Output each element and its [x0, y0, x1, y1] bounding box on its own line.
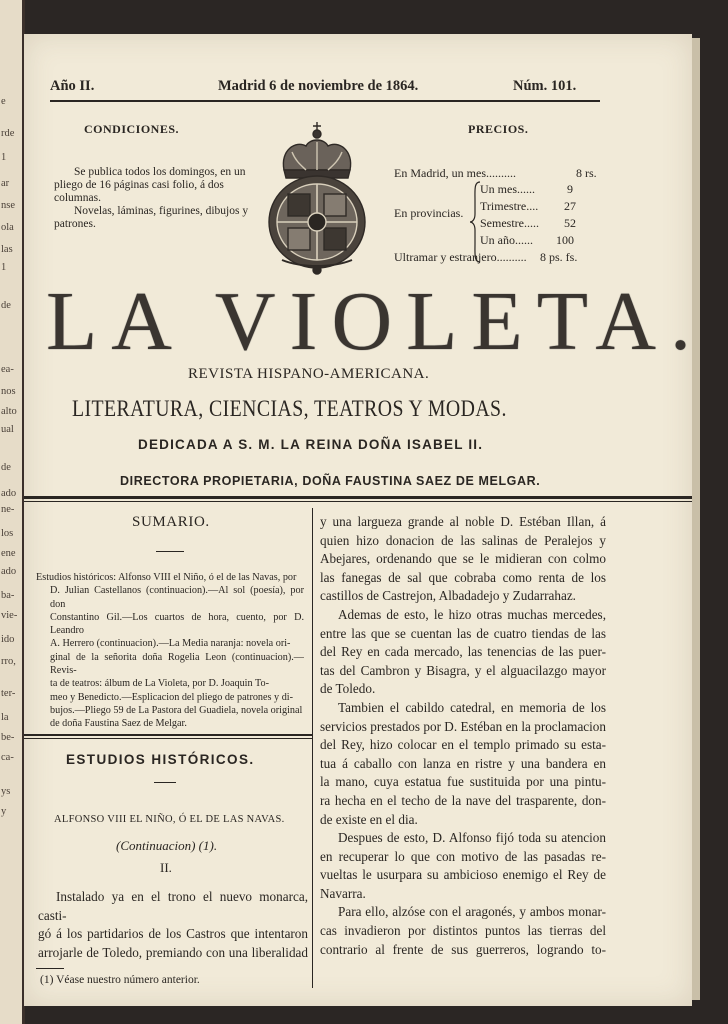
text-line: arrojarle de Toledo, premiando con una liberalidad [38, 944, 308, 960]
margin-fragment: de [1, 462, 11, 473]
section-rule [154, 782, 176, 783]
margin-fragment: ne- [1, 504, 15, 515]
margin-fragment: ter- [1, 688, 16, 699]
margin-fragment: las [1, 244, 13, 255]
prices-title: PRECIOS. [468, 122, 529, 136]
conditions-text [54, 166, 269, 231]
text-line: Despues de esto, D. Alfonso fijó toda su atencion [338, 830, 606, 846]
article-left-paragraph [38, 888, 308, 962]
price-prov-label: Un año...... [480, 233, 533, 247]
margin-fragment: nse [1, 200, 15, 211]
text-line: de Toledo. [320, 681, 376, 697]
conditions-line: Se publica todos los domingos, en un [74, 166, 246, 178]
sumario-line: ta de teatros: álbum de La Violeta, por D. Joaquin To- [50, 678, 269, 690]
text-line: y una largueza grande al noble D. Estéban Illan, á [320, 514, 606, 529]
text-line: castillos de Castrejon, Albadadejo y Zudarrahaz. [320, 588, 576, 604]
text-line: las fanegas de sal que cobraba como renta de los [320, 569, 606, 585]
text-line: Para ello, alzóse con el aragonés, y ambos monar- [338, 904, 606, 920]
price-prov-label: Semestre..... [480, 216, 539, 230]
text-line: entre las que se cuentan las de cuatro tiendas de las [320, 625, 606, 641]
text-line: gó á los partidarios de los Castros que intentaron [38, 926, 308, 942]
text-line: quien hizo donacion de las salinas de Peralejos y [320, 532, 606, 548]
text-line: servicios prestados por D. Estéban en la proclamacion [320, 718, 606, 734]
margin-fragment: ido [1, 634, 15, 645]
margin-fragment: nos [1, 386, 16, 397]
conditions-line: patrones. [54, 218, 96, 230]
margin-fragment: ba- [1, 590, 15, 601]
masthead-subtitle: REVISTA HISPANO-AMERICANA. [188, 366, 430, 382]
previous-page-strip [0, 0, 25, 1024]
header-rule [50, 100, 600, 102]
section-title: ESTUDIOS HISTÓRICOS. [66, 752, 255, 767]
margin-fragment: ar [1, 178, 10, 189]
article-continuation: (Continuacion) (1). [116, 838, 218, 853]
sumario-line: Estudios históricos: Alfonso VIII el Niño, ó el de las Navas, por [36, 572, 297, 583]
text-line: en recuperar lo que con motivo de las pasadas re- [320, 848, 606, 864]
text-line: tas del Cambron y Bisagra, y el alguacilazgo mayor [320, 662, 606, 678]
margin-fragment: ene [1, 548, 16, 559]
masthead-rule [24, 496, 692, 499]
margin-fragment: be- [1, 732, 15, 743]
price-madrid: En Madrid, un mes.......... [394, 166, 516, 180]
issue-year: Año II. [50, 78, 95, 94]
article-paragraph [320, 513, 606, 606]
text-line: Tambien el cabildo catedral, en memoria de los [338, 699, 606, 715]
masthead-title: LA VIOLETA. [46, 275, 705, 368]
price-provinces-label: En provincias. [394, 206, 464, 220]
text-line: ra hecha en el techo de la nave del trasparente, don- [320, 792, 606, 808]
masthead-director: DIRECTORA PROPIETARIA, DOÑA FAUSTINA SAEZ DE MELGAR. [120, 474, 541, 488]
text-line: la mano, cuya estatua fue sustituida por una pintu- [320, 774, 606, 790]
sumario-rule [156, 551, 184, 552]
margin-fragment: ado [1, 488, 17, 499]
article-right-column [320, 513, 606, 959]
text-line: contrario al frente de sus guerreros, logrando to- [320, 941, 606, 957]
sumario-line: de doña Faustina Saez de Melgar. [50, 718, 187, 730]
sumario-line: meo y Benedicto.—Esplicacion del pliego de patrones y di- [50, 691, 294, 703]
footnote-rule [36, 968, 64, 969]
text-line: Abejares, ordenando que se le midieran con colmo [320, 551, 606, 567]
price-prov-value: 27 [564, 199, 576, 213]
margin-fragment: 1 [1, 152, 7, 163]
sumario-bottom-rule [24, 734, 312, 736]
text-line: Navarra. [320, 885, 366, 901]
masthead-topics: LITERATURA, CIENCIAS, TEATROS Y MODAS. [72, 396, 507, 421]
royal-coat-of-arms-icon [262, 118, 372, 276]
price-madrid-value: 8 rs. [576, 166, 597, 180]
margin-fragment: rde [1, 128, 15, 139]
price-abroad-value: 8 ps. fs. [540, 250, 578, 264]
conditions-line: Novelas, láminas, figurines, dibujos y [74, 205, 249, 217]
issue-number: Núm. 101. [513, 78, 577, 94]
footnote: (1) Véase nuestro número anterior. [40, 974, 200, 986]
masthead-dedication: DEDICADA A S. M. LA REINA DOÑA ISABEL II. [138, 437, 484, 452]
sumario-text [36, 571, 304, 731]
margin-fragment: rro, [1, 656, 16, 667]
page-edge [692, 38, 700, 1000]
price-abroad: Ultramar y estranjero.......... [394, 250, 527, 264]
price-prov-label: Un mes...... [480, 182, 535, 196]
margin-fragment: los [1, 528, 14, 539]
margin-fragment: ys [1, 786, 11, 797]
text-line: tua á caballo con lanza en ristre y una bandera en [320, 755, 606, 771]
article-paragraph [320, 903, 606, 959]
margin-fragment: ca- [1, 752, 14, 763]
conditions-title: CONDICIONES. [84, 122, 180, 136]
sumario-title: SUMARIO. [132, 514, 210, 530]
text-line: cas invadieron por distintos puntos las tierras del [320, 923, 606, 939]
margin-fragment: e [1, 96, 6, 107]
margin-fragment: y [1, 806, 7, 817]
issue-date: Madrid 6 de noviembre de 1864. [218, 78, 419, 94]
text-line: del Rey, hizo colocar en el templo primado su esta- [320, 737, 606, 753]
price-prov-value: 52 [564, 216, 576, 230]
conditions-line: pliego de 16 páginas casi folio, á dos [54, 179, 224, 191]
margin-fragment: la [1, 712, 9, 723]
text-line: Ademas de esto, le hizo otras muchas mercedes, [338, 606, 606, 622]
sumario-line: D. Julian Castellanos (continuacion).—Al sol (poesía), por don [50, 585, 304, 610]
sumario-line: bujos.—Pliego 59 de La Pastora del Guadiela, novela original [50, 704, 303, 716]
margin-fragment: ual [1, 424, 14, 435]
text-line: de existe en el dia. [320, 811, 418, 827]
text-line: del Rey en cada mercado, las tenencias de las puer- [320, 644, 606, 660]
margin-fragment: ado [1, 566, 17, 577]
text-line: vueltas le usurpara su ambicioso enemigo el Rey de [320, 867, 606, 883]
price-prov-label: Trimestre.... [480, 199, 539, 213]
price-prov-value: 9 [567, 182, 573, 196]
column-divider [312, 508, 313, 988]
chapter-number: II. [160, 860, 172, 875]
margin-fragment: ea- [1, 364, 14, 375]
masthead-rule-thin [24, 501, 692, 502]
margin-fragment: alto [1, 406, 17, 417]
sumario-line: Constantino Gil.—Los cuartos de hora, cuento, por D. Leandro [50, 611, 304, 637]
article-paragraph [320, 829, 606, 903]
margin-fragment: vie- [1, 610, 18, 621]
margin-fragment: ola [1, 222, 14, 233]
sumario-line: A. Herrero (continuacion).—La Media naranja: novela ori- [50, 638, 291, 650]
article-paragraph [320, 606, 606, 699]
article-paragraph [320, 699, 606, 829]
text-line: Instalado ya en el trono el nuevo monarca, casti- [38, 889, 308, 923]
sumario-bottom-rule-thin [24, 738, 312, 739]
conditions-line: columnas. [54, 192, 101, 204]
newspaper-page [24, 34, 705, 1006]
sumario-line: ginal de la señorita doña Rogelia Leon (continuacion).—Revis- [50, 651, 304, 677]
price-prov-value: 100 [556, 233, 574, 247]
article-subtitle: ALFONSO VIII EL NIÑO, Ó EL DE LAS NAVAS. [54, 814, 285, 825]
margin-fragment: de [1, 300, 11, 311]
margin-fragment: 1 [1, 262, 7, 273]
